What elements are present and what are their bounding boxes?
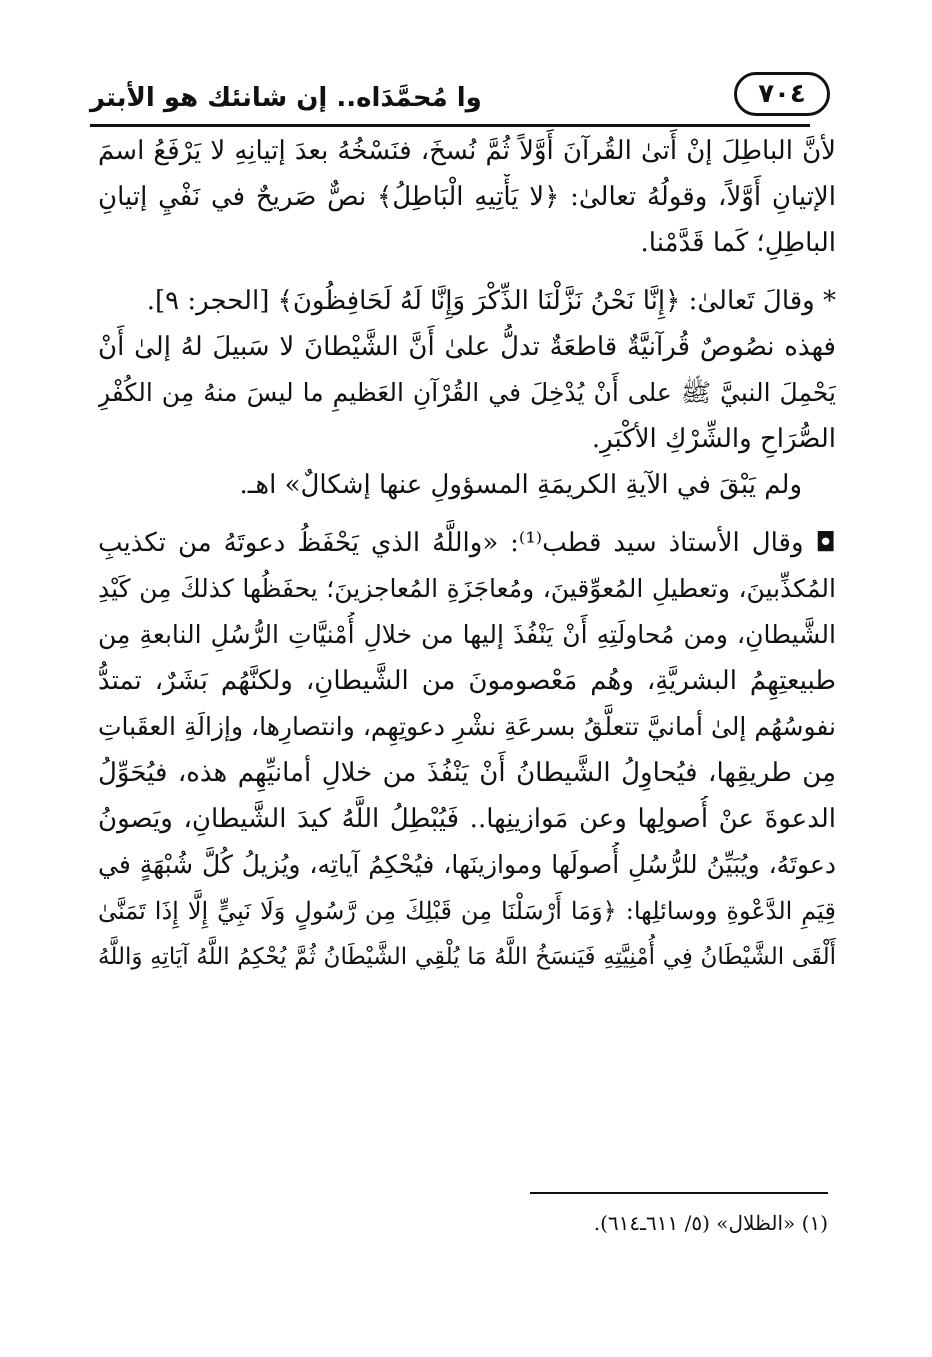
main-text: [98, 128, 836, 980]
text-line: الصُّرَاحِ والشِّرْكِ الأكْبَرِ.: [591, 424, 836, 454]
text-line: فهذه نصُوصٌ قُرآنيَّةٌ قاطعَةٌ تدلُّ علىٰ أَنَّ الشَّيْطانَ لا سَبيلَ لهُ إلىٰ أَنْ: [98, 332, 836, 362]
text-line: * وقالَ تَعالىٰ: ﴿إِنَّا نَحْنُ نَزَّلْنَا الذِّكْرَ وَإِنَّا لَهُ لَحَافِظُونَ﴾ [الحجر: ٩].: [146, 286, 836, 316]
text-line: المُكذِّبينَ، وتعطيلِ المُعوِّقينَ، ومُعاجَزَةِ المُعاجزينَ؛ يحفَظُها كذلكَ مِن كَيْدِ: [98, 574, 836, 603]
text-line: الباطِلِ؛ كَما قَدَّمْنا.: [640, 228, 836, 258]
footnote-divider: [530, 1192, 828, 1194]
text-line: ولم يَبْقَ في الآيةِ الكريمَةِ المسؤولِ عنها إشكالٌ» اهـ.: [239, 470, 802, 500]
text-line: دعوتَهُ، ويُبَيِّنُ للرُّسُلِ أُصولَها وموازينَها، فيُحْكِمُ آياتِه، ويُزيلُ كُلَّ شُبْهَةٍ في: [98, 850, 836, 879]
text-line: يَحْمِلَ النبيَّ ﷺ على أَنْ يُدْخِلَ في القُرْآنِ العَظيمِ ما ليسَ منهُ مِن الكُفْرِ: [98, 378, 836, 407]
text-line: الدعوةَ عنْ أُصولِها وعن مَوازينِها.. فَيُبْطِلُ اللَّهُ كيدَ الشَّيطانِ، ويَصونُ: [98, 804, 836, 834]
text-line: نفوسُهُم إلىٰ أمانيَّ تتعلَّقُ بسرعَةِ نشْرِ دعوتِهِم، وانتصارِها، وإزالَةِ العقَباتِ: [98, 712, 836, 741]
text-line: قِيَمِ الدَّعْوةِ ووسائلِها: ﴿وَمَا أَرْسَلْنَا مِن قَبْلِكَ مِن رَّسُولٍ وَلَا نَبِيٍّ إِلَّا إِذَا تَمَنَّىٰ: [98, 897, 836, 925]
footnote: (١) «الظلال» (٥/ ٦١١ـ٦١٤).: [593, 1211, 828, 1235]
text-line: لأنَّ الباطِلَ إنْ أَتىٰ القُرآنَ أَوَّلاً ثُمَّ نُسخَ، فنَسْخُهُ بعدَ إتيانِهِ لا يَرْفَعُ اسمَ: [98, 136, 836, 166]
text-line: ◘ وقال الأستاذ سيد قطب⁽¹⁾: «واللَّهُ الذي يَحْفَظُ دعوتَهُ من تكذيبِ: [98, 528, 836, 558]
page-number: ٧٠٤: [734, 72, 830, 116]
text-line: مِن طريقِها، فيُحاوِلُ الشَّيطانُ أَنْ يَنْفُذَ من خلالِ أمانيِّهِم هذه، فيُحَوِّلُ: [98, 758, 836, 788]
header-divider: [90, 124, 810, 127]
page-header: [90, 72, 830, 122]
text-line: الإتيانِ أَوَّلاً، وقولُهُ تعالىٰ: ﴿لا يَأْتِيهِ الْبَاطِلُ﴾ نصٌّ صَريحٌ في نَفْيِ إتيانِ: [98, 182, 836, 212]
text-line: أَلْقَى الشَّيْطَانُ فِي أُمْنِيَّتِهِ فَيَنسَخُ اللَّهُ مَا يُلْقِي الشَّيْطَانُ ثُمَّ يُحْكِمُ اللَّهُ آيَاتِهِ وَاللَّهُ: [98, 944, 836, 970]
text-line: طبيعتِهِمُ البشريَّةِ، وهُم مَعْصومونَ من الشَّيطانِ، ولكنَّهُم بَشَرٌ، تمتدُّ: [98, 666, 836, 696]
text-line: الشَّيطانِ، ومن مُحاولَتِهِ أَنْ يَنْفُذَ إليها من خلالِ أُمْنيَّاتِ الرُّسُلِ النابعةِ مِن: [98, 620, 836, 649]
running-title: وا مُحمَّدَاه.. إن شانئك هو الأبتر: [90, 83, 482, 113]
